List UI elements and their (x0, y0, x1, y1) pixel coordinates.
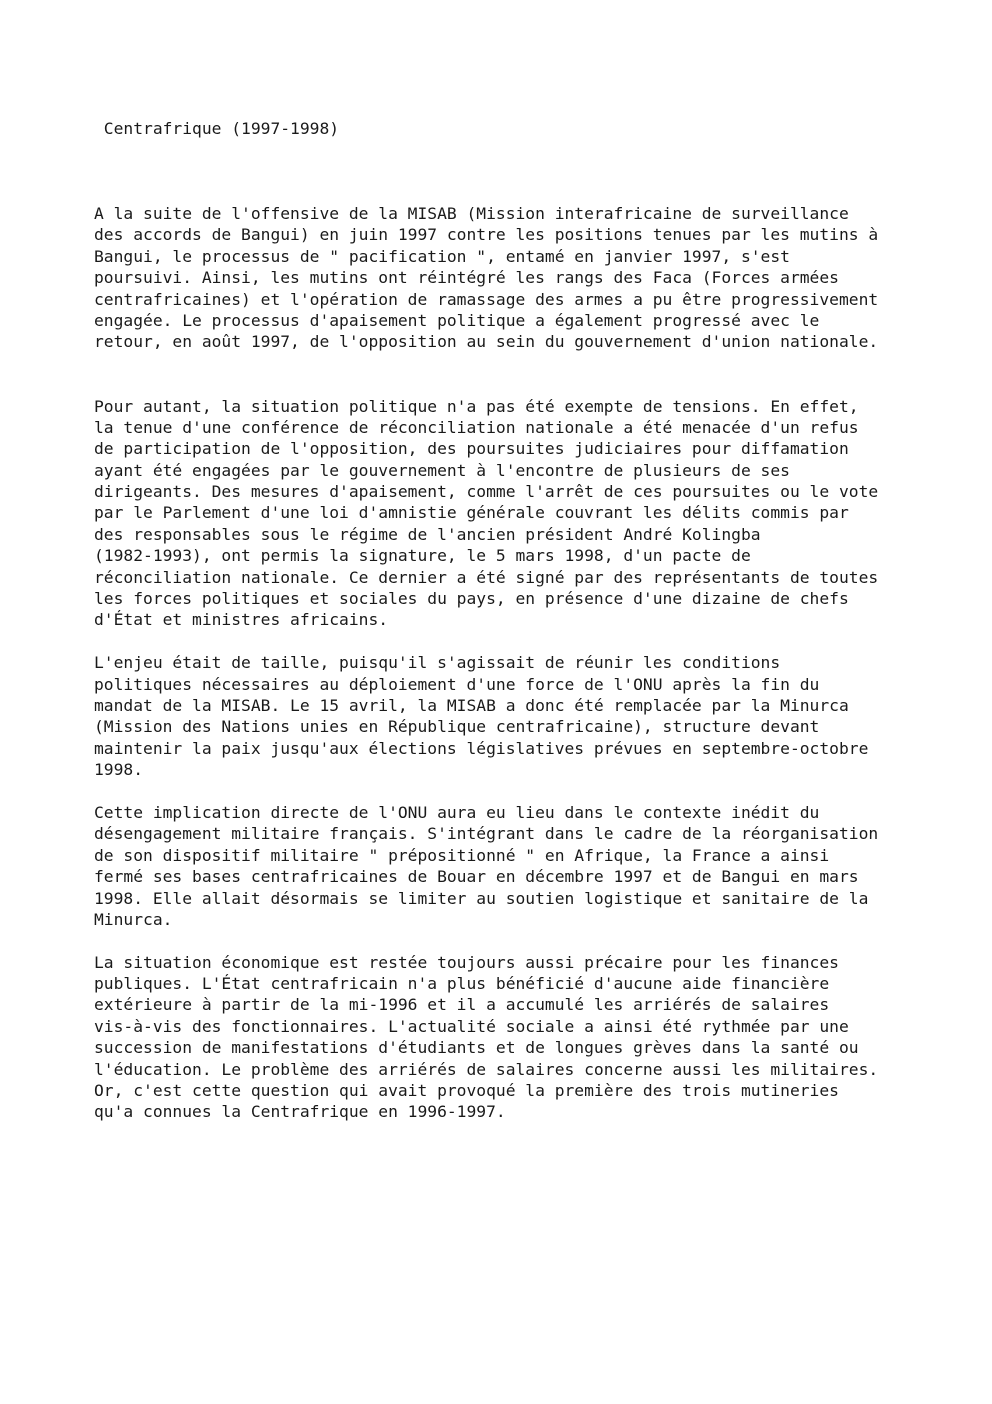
text-line: A la suite de l'offensive de la MISAB (Mission interafricaine de surveillance (94, 204, 849, 223)
paragraph-spacer (94, 631, 964, 652)
document-body (94, 203, 964, 1123)
text-line: L'enjeu était de taille, puisqu'il s'agissait de réunir les conditions (94, 653, 781, 673)
text-line: dirigeants. Des mesures d'apaisement, comme l'arrêt de ces poursuites ou le vote (94, 482, 879, 502)
text-line: extérieure à partir de la mi-1996 et il a accumulé les arriérés de salaires (94, 995, 830, 1015)
text-line: d'État et ministres africains. (94, 610, 389, 630)
text-line: (1982-1993), ont permis la signature, le 5 mars 1998, d'un pacte de (94, 546, 751, 566)
text-line: vis-à-vis des fonctionnaires. L'actualité sociale a ainsi été rythmée par une (94, 1016, 849, 1036)
text-line: Or, c'est cette question qui avait provoqué la première des trois mutineries (94, 1081, 839, 1101)
text-line: publiques. L'État centrafricain n'a plus bénéficié d'aucune aide financière (94, 974, 830, 994)
text-line: par le Parlement d'une loi d'amnistie générale couvrant les délits commis par (94, 503, 849, 523)
text-line: de participation de l'opposition, des poursuites judiciaires pour diffamation (94, 439, 849, 459)
text-line: politiques nécessaires au déploiement d'une force de l'ONU après la fin du (94, 674, 820, 694)
text-line: 1998. Elle allait désormais se limiter au soutien logistique et sanitaire de la (94, 888, 869, 908)
text-line: ayant été engagées par le gouvernement à l'encontre de plusieurs de ses (94, 460, 790, 480)
text-line: La situation économique est restée toujours aussi précaire pour les finances (94, 952, 839, 972)
text-line: les forces politiques et sociales du pays, en présence d'une dizaine de chefs (94, 589, 849, 609)
paragraph-spacer (94, 930, 964, 951)
text-line: 1998. (94, 760, 144, 780)
text-line: qu'a connues la Centrafrique en 1996-1997. (94, 1102, 506, 1122)
text-line: centrafricaines) et l'opération de ramassage des armes a pu être progressivement (94, 289, 879, 309)
text-line: maintenir la paix jusqu'aux élections législatives prévues en septembre-octobre (94, 738, 869, 758)
document-title: Centrafrique (1997-1998) (94, 119, 340, 138)
paragraph-spacer (94, 781, 964, 802)
paragraph-1 (94, 203, 964, 353)
paragraph-4 (94, 802, 964, 930)
text-line: la tenue d'une conférence de réconciliation nationale a été menacée d'un refus (94, 417, 859, 437)
text-line: Bangui, le processus de " pacification ", entamé en janvier 1997, s'est (94, 246, 790, 266)
text-line: fermé ses bases centrafricaines de Bouar en décembre 1997 et de Bangui en mars (94, 867, 859, 887)
paragraph-spacer (94, 353, 964, 396)
text-line: des responsables sous le régime de l'ancien président André Kolingba (94, 524, 761, 544)
text-line: poursuivi. Ainsi, les mutins ont réintégré les rangs des Faca (Forces armées (94, 268, 839, 288)
text-line: Cette implication directe de l'ONU aura eu lieu dans le contexte inédit du (94, 802, 820, 822)
paragraph-2 (94, 396, 964, 631)
text-line: l'éducation. Le problème des arriérés de salaires concerne aussi les militaires. (94, 1059, 879, 1079)
paragraph-3 (94, 652, 964, 780)
text-line: (Mission des Nations unies en République centrafricaine), structure devant (94, 717, 820, 737)
text-line: Minurca. (94, 909, 173, 929)
text-line: des accords de Bangui) en juin 1997 contre les positions tenues par les mutins à (94, 225, 879, 245)
text-line: retour, en août 1997, de l'opposition au sein du gouvernement d'union nationale. (94, 332, 879, 352)
text-line: de son dispositif militaire " prépositionné " en Afrique, la France a ainsi (94, 845, 830, 865)
paragraph-5 (94, 952, 964, 1123)
text-line: Pour autant, la situation politique n'a pas été exempte de tensions. En effet, (94, 396, 859, 416)
text-line: réconciliation nationale. Ce dernier a été signé par des représentants de toutes (94, 567, 879, 587)
text-line: succession de manifestations d'étudiants et de longues grèves dans la santé ou (94, 1038, 859, 1058)
text-line: désengagement militaire français. S'intégrant dans le cadre de la réorganisation (94, 824, 879, 844)
text-line: mandat de la MISAB. Le 15 avril, la MISAB a donc été remplacée par la Minurca (94, 696, 849, 715)
text-line: engagée. Le processus d'apaisement politique a également progressé avec le (94, 310, 820, 330)
